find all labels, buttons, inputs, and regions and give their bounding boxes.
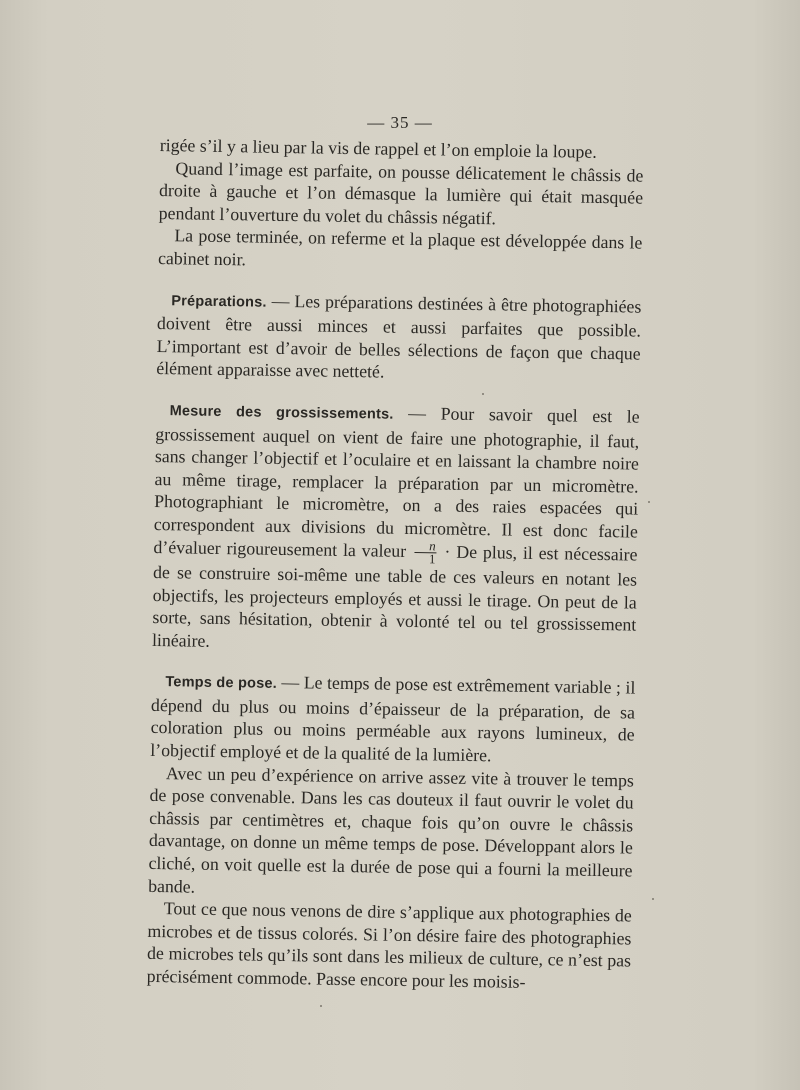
paper-speck (320, 1005, 322, 1007)
section-heading-preparations: Préparations. (171, 292, 267, 311)
section-preparations (156, 288, 641, 388)
fraction-denominator: 1 (428, 551, 436, 567)
paragraph-experience: Avec un peu d’expérience on arrive assez vite à trouver le temps de pose convenable. Dans les cas douteux il faut ouvrir le volet du châssis par centimètres et, chaque fois qu’on ouvre le châssis davantage, on donne un même temps de pose. Développant alors le cliché, on voit quelle est la durée de pose qui a fourni la meilleure bande. (148, 762, 635, 897)
page-number: — 35 — (367, 113, 433, 132)
paragraph-continuation: rigée s’il y a lieu par la vis de rappel et l’on emploie la loupe. (159, 134, 597, 162)
section-text-mesure-a: — Pour savoir quel est le grossissement auquel on vient de faire une photographie, il faut, sans changer l’objectif et l’oculaire et en laissant la chambre noire au même tirage, remplacer la préparation par un micromètre. Photographiant le micromètre, on a des raies espacées qui correspondent aux divisions du micromètre. Il est donc facile d’évaluer rigoureusement la valeur (153, 402, 640, 561)
section-text-mesure-b: · De plus, il est nécessaire de se construire soi-même une table de ces valeurs en notant les objectifs, les projecteurs employés et aussi le tirage. On peut de la sorte, sans hésitation, obtenir à volonté tel ou tel grossissement linéaire. (151, 540, 638, 651)
fraction-numerator: n (414, 540, 437, 553)
section-mesure (152, 398, 640, 659)
paper-speck (482, 393, 484, 395)
paragraph-pose-finished: La pose terminée, on referme et la plaque est développée dans le cabinet noir. (157, 225, 643, 270)
text-body (147, 134, 644, 995)
section-heading-mesure: Mesure des grossissements. (169, 403, 394, 423)
paper-speck (648, 501, 650, 503)
fraction-n-over-1 (414, 540, 437, 565)
section-heading-temps: Temps de pose. (165, 674, 278, 693)
paragraph-photographies: Tout ce que nous venons de dire s’applique aux photographies de microbes et de tissus colorés. Si l’on désire faire des photographies de microbes tels qu’ils sont dans les milieux de culture, ce n’est pas précisément commode. Passe encore pour les moisis- (146, 898, 632, 992)
paper-speck (652, 898, 654, 900)
section-text-temps: — Le temps de pose est extrêmement variable ; il dépend du plus ou moins d’épaisseur de la préparation, de sa coloration plus ou moins perméable aux rayons lumineux, de l’objectif employé et de la qualité de la lumière. (150, 672, 636, 766)
section-text-preparations: — Les préparations destinées à être photographiées doivent être aussi minces et aussi parfaites que possible. L’important est d’avoir de belles sélections de façon que chaque élément apparaisse avec netteté. (156, 290, 642, 382)
section-temps (150, 669, 635, 769)
paragraph-image-focus: Quand l’image est parfaite, on pousse délicatement le châssis de droite à gauche et l’on démasque la lumière qui était masquée pendant l’ouverture du volet du châssis négatif. (158, 157, 644, 229)
